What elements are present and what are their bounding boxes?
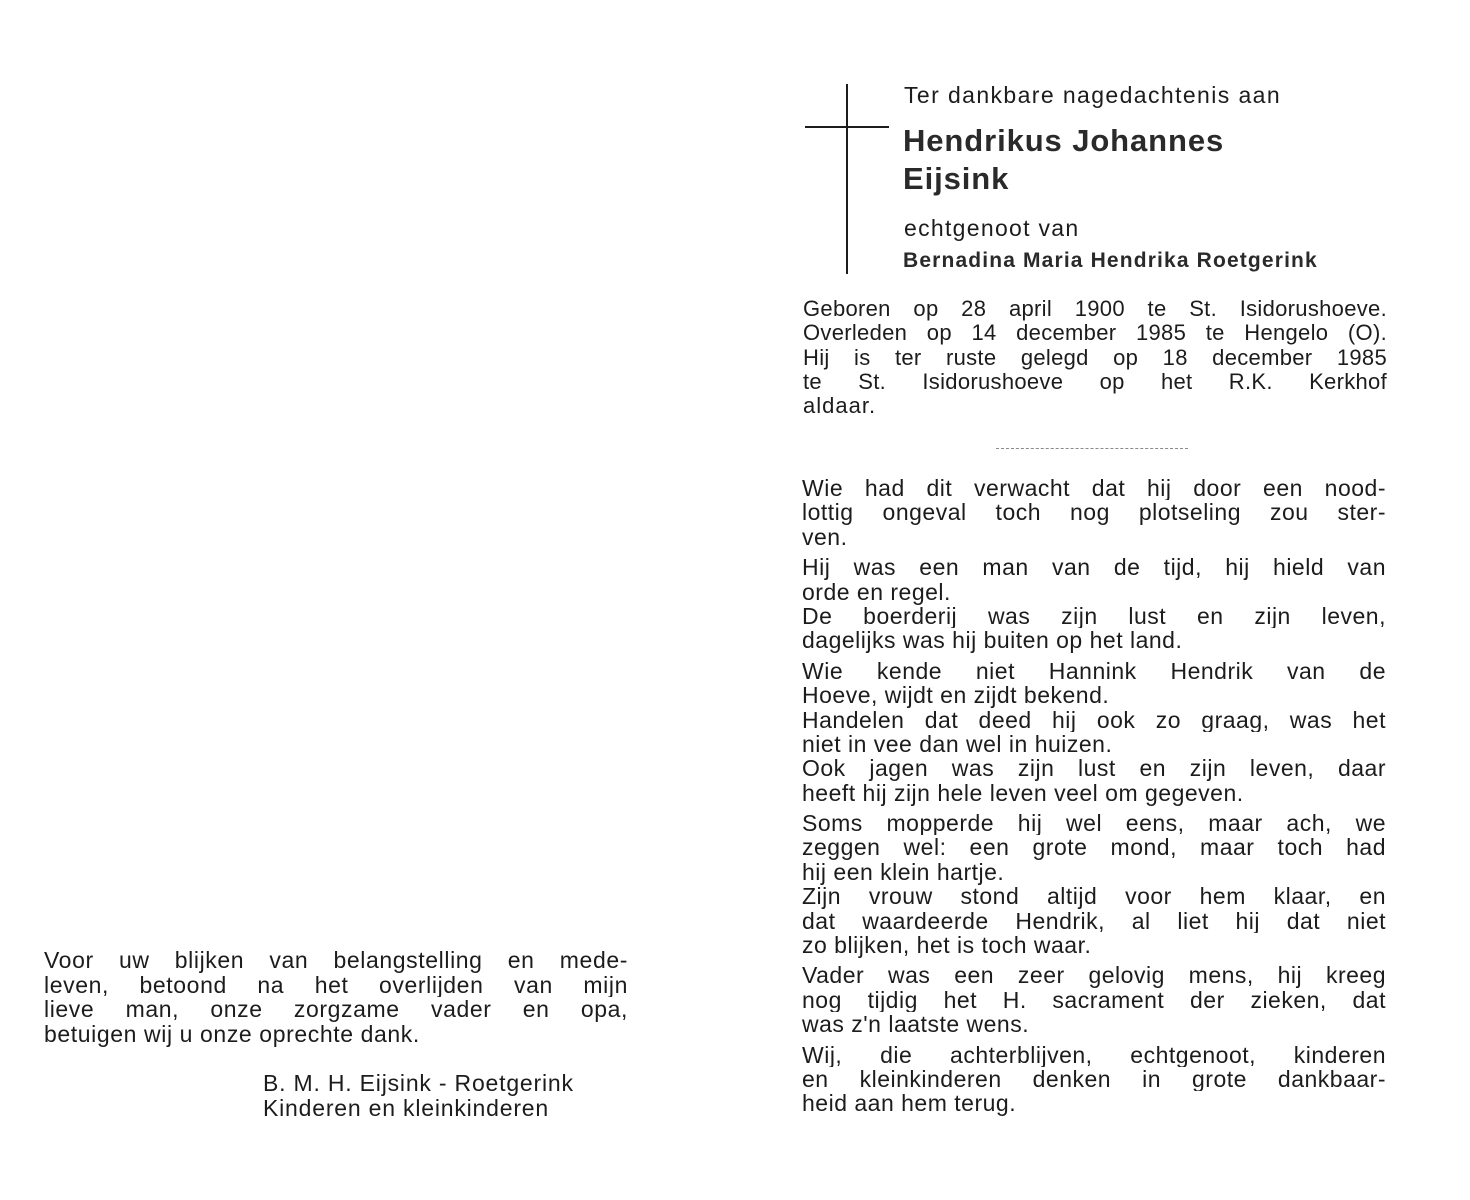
signature <box>263 1071 574 1120</box>
poem-line: lottig ongeval toch nog plotseling zou ster- <box>802 500 1386 525</box>
deceased-given-names: Hendrikus Johannes <box>903 123 1225 158</box>
life-dates-line: Geboren op 28 april 1900 te St. Isidorushoeve. <box>803 297 1387 321</box>
signature-family-name: B. M. H. Eijsink - Roetgerink <box>263 1070 574 1096</box>
cross-icon-horizontal <box>805 126 889 128</box>
poem-line: heid aan hem terug. <box>802 1090 1017 1117</box>
poem-line: hij een klein hartje. <box>802 858 1005 885</box>
poem-line: zeggen wel: een grote mond, maar toch had <box>802 835 1386 860</box>
thank-you-line: Voor uw blijken van belangstelling en mede- <box>44 948 628 973</box>
poem-line: heeft hij zijn hele leven veel om gegeven. <box>802 779 1244 806</box>
poem-line: Vader was een zeer gelovig mens, hij kreeg <box>802 963 1386 988</box>
poem-line: ven. <box>802 523 848 550</box>
deceased-name <box>903 122 1224 198</box>
poem-line: en kleinkinderen denken in grote dankbaar- <box>802 1066 1386 1092</box>
life-dates-line: te St. Isidorushoeve op het R.K. Kerkhof <box>803 369 1387 394</box>
poem-line: Ook jagen was zijn lust en zijn leven, daar <box>802 756 1386 781</box>
poem-line: zo blijken, het is toch waar. <box>802 932 1092 959</box>
life-dates-line: aldaar. <box>803 393 877 419</box>
poem-line: Wij, die achterblijven, echtgenoot, kinderen <box>802 1042 1386 1067</box>
poem-line: Handelen dat deed hij ook zo graag, was het <box>802 707 1386 732</box>
thank-you-line: lieve man, onze zorgzame vader en opa, <box>44 997 628 1022</box>
poem-line: Soms mopperde hij wel eens, maar ach, we <box>802 811 1386 836</box>
spouse-name: Bernadina Maria Hendrika Roetgerink <box>903 249 1318 272</box>
poem-line: orde en regel. <box>802 578 951 605</box>
spouse-label: echtgenoot van <box>904 215 1080 241</box>
poem-line: dat waardeerde Hendrik, al liet hij dat niet <box>802 908 1386 934</box>
thank-you-line: leven, betoond na het overlijden van mijn <box>44 972 628 997</box>
poem-line: dagelijks was hij buiten op het land. <box>802 627 1183 654</box>
poem-line: nog tijdig het H. sacrament der zieken, dat <box>802 987 1386 1013</box>
memorial-poem <box>802 476 1386 1116</box>
thank-you-line: betuigen wij u onze oprechte dank. <box>44 1020 420 1047</box>
cross-icon-vertical <box>846 84 848 274</box>
divider <box>996 448 1188 449</box>
life-dates <box>803 297 1387 418</box>
poem-line: was z'n laatste wens. <box>802 1011 1030 1038</box>
poem-line: Zijn vrouw stond altijd voor hem klaar, en <box>802 884 1386 909</box>
poem-line: niet in vee dan wel in huizen. <box>802 730 1113 757</box>
thank-you-note <box>44 948 628 1046</box>
life-dates-line: Overleden op 14 december 1985 te Hengelo (O). <box>803 321 1387 346</box>
poem-line: Wie kende niet Hannink Hendrik van de <box>802 658 1386 684</box>
poem-line: De boerderij was zijn lust en zijn leven, <box>802 603 1386 629</box>
poem-line: Wie had dit verwacht dat hij door een nood- <box>802 476 1386 501</box>
poem-line: Hoeve, wijdt en zijdt bekend. <box>802 682 1110 709</box>
poem-line: Hij was een man van de tijd, hij hield van <box>802 555 1386 580</box>
life-dates-line: Hij is ter ruste gelegd op 18 december 1985 <box>803 345 1387 370</box>
memorial-intro: Ter dankbare nagedachtenis aan <box>904 82 1282 108</box>
signature-children: Kinderen en kleinkinderen <box>263 1094 549 1121</box>
deceased-surname: Eijsink <box>903 161 1010 196</box>
